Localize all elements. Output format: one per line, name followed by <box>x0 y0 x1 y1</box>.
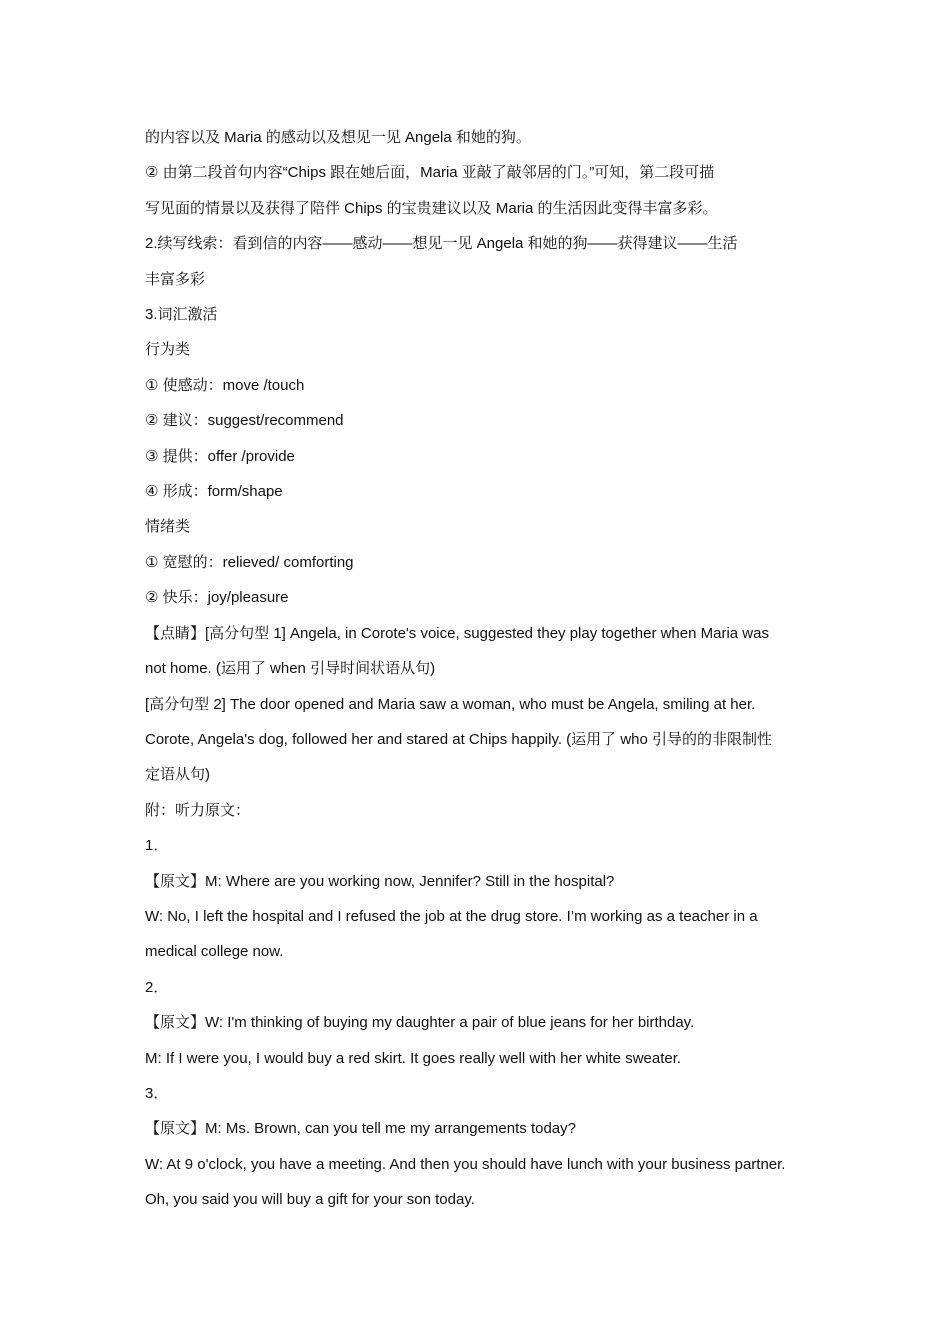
item-number: 1． <box>145 837 169 855</box>
category-label: 情绪类 <box>145 518 191 536</box>
transcript-line: W: At 9 o'clock, you have a meeting. And then you should have lunch with your business partner. <box>145 1155 786 1173</box>
item-number: 3． <box>145 1084 169 1102</box>
text-line: 写见面的情景以及获得了陪伴 Chips 的宝贵建议以及 Maria 的生活因此变得丰富多彩。 <box>145 199 718 217</box>
vocab-item: ① 使感动：move /touch <box>145 376 305 394</box>
vocab-item: ② 建议：suggest/recommend <box>145 412 344 430</box>
transcript-line: W: No, I left the hospital and I refused the job at the drug store. I’m working as a teacher in a <box>145 907 758 925</box>
transcript-line: 【原文】M: Where are you working now, Jennifer? Still in the hospital? <box>145 872 615 890</box>
vocab-item: ④ 形成：form/shape <box>145 483 283 501</box>
item-number: 2． <box>145 978 169 996</box>
category-label: 行为类 <box>145 341 191 359</box>
vocab-item: ② 快乐：joy/pleasure <box>145 589 289 607</box>
text-line: 的内容以及 Maria 的感动以及想见一见 Angela 和她的狗。 <box>145 129 531 146</box>
text-line: 2.续写线索：看到信的内容——感动——想见一见 Angela 和她的狗——获得建议——生活 <box>145 235 738 253</box>
vocab-item: ① 宽慰的：relieved/ comforting <box>145 553 354 571</box>
vocab-item: ③ 提供：offer /provide <box>145 447 295 465</box>
transcript-line: Oh, you said you will buy a gift for your son today. <box>145 1191 475 1209</box>
transcript-line: M: If I were you, I would buy a red skirt. It goes really well with her white sweater. <box>145 1049 682 1067</box>
section-heading: 3.词汇激活 <box>145 306 218 324</box>
text-line: 定语从句) <box>145 766 210 784</box>
text-line: 【点睛】[高分句型 1] Angela, in Corote's voice, suggested they play together when Maria was <box>145 624 769 642</box>
text-line: Corote, Angela's dog, followed her and stared at Chips happily. (运用了 who 引导的的非限制性 <box>145 730 773 748</box>
transcript-line: 【原文】W: I'm thinking of buying my daughter a pair of blue jeans for her birthday. <box>145 1014 695 1032</box>
section-heading: 附：听力原文： <box>145 801 251 819</box>
text-line: ② 由第二段首句内容“Chips 跟在她后面，Maria 亚敲了敲邻居的门。”可知，第二段可描 <box>145 164 715 182</box>
document-body <box>145 120 810 1218</box>
transcript-line: medical college now. <box>145 943 284 961</box>
text-line: [高分句型 2] The door opened and Maria saw a woman, who must be Angela, smiling at her. <box>145 695 756 713</box>
text-line: 丰富多彩 <box>145 270 206 288</box>
transcript-line: 【原文】M: Ms. Brown, can you tell me my arrangements today? <box>145 1120 576 1138</box>
text-line: not home. (运用了 when 引导时间状语从句) <box>145 660 436 678</box>
